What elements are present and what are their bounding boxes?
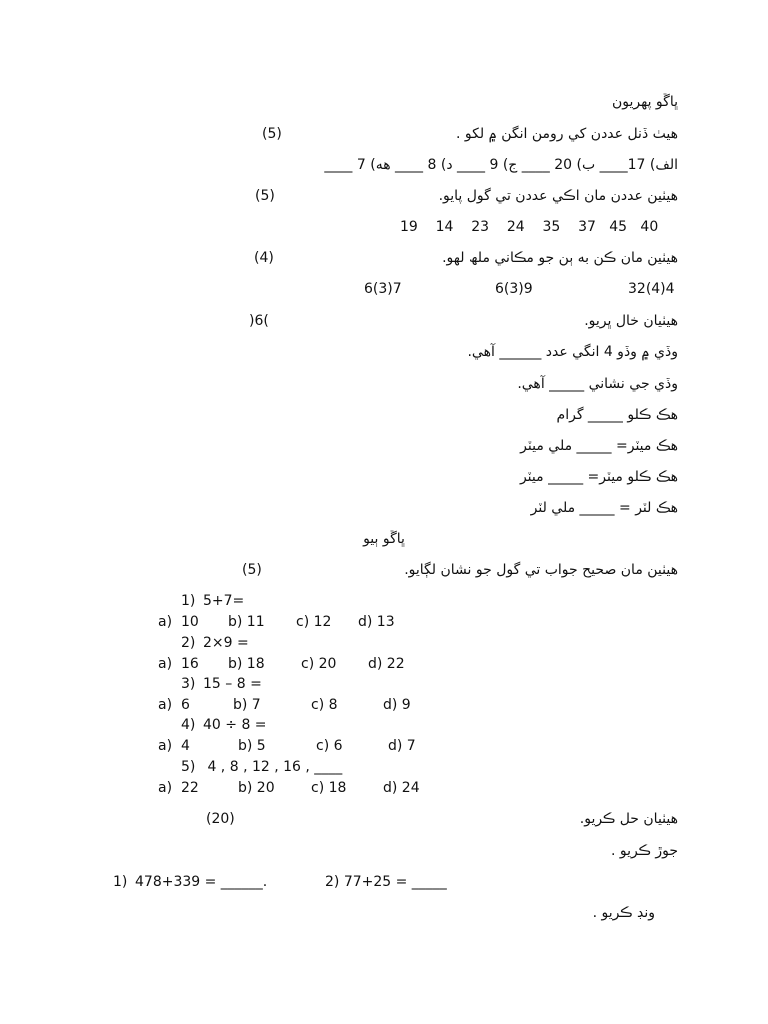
mcq-option-d: d) 9: [383, 697, 411, 713]
fill-blank-line: هڪ ميٽر= _____ ملي ميٽر: [520, 438, 678, 454]
addition-problem-1: 478+339 = ______.: [135, 874, 268, 890]
mcq-number: 3): [181, 676, 196, 692]
mcq-option-b: b) 5: [238, 738, 266, 754]
mcq-option-c: c) 6: [316, 738, 343, 754]
mcq-option-c: c) 20: [301, 656, 337, 672]
part2-heading: ڀاڱو ٻيو: [363, 531, 405, 547]
mcq-marks: (5): [242, 562, 262, 578]
mcq-question: 2×9 =: [203, 635, 249, 651]
mcq-option-a-label: a): [158, 738, 173, 754]
place-value-item-1: 6(3)7: [364, 281, 402, 297]
mcq-option-b: b) 18: [228, 656, 265, 672]
mcq-option-c: c) 12: [296, 614, 332, 630]
question-2-marks: (5): [255, 188, 275, 204]
question-3-text: هيٺين مان ڪن به ٻن جو مڪاني ملھ لھو.: [442, 250, 678, 266]
mcq-option-a-label: a): [158, 697, 173, 713]
mcq-option-a-value: 10: [181, 614, 199, 630]
mcq-question: 5+7=: [203, 593, 245, 609]
mcq-instruction: هيٺين مان صحيح جواب تي گول جو نشان لڳايو.: [404, 562, 678, 578]
mcq-number: 1): [181, 593, 196, 609]
subtraction-title: ونڊ ڪريو .: [592, 905, 655, 921]
part1-heading: ڀاڱو پهريون: [612, 94, 678, 110]
fill-blank-line: وڏي ۾ وڏو 4 انگي عدد ______ آهي.: [467, 344, 678, 360]
mcq-option-a-label: a): [158, 656, 173, 672]
mcq-option-a-label: a): [158, 614, 173, 630]
fill-blank-line: وڏي جي نشاني _____ آهي.: [517, 376, 678, 392]
mcq-question: 4 , 8 , 12 , 16 , ____: [203, 759, 343, 775]
mcq-option-c: c) 18: [311, 780, 347, 796]
question-2-text: هيٺين عددن مان اڪي عددن تي گول پايو.: [438, 188, 678, 204]
mcq-option-c: c) 8: [311, 697, 338, 713]
question-4-marks: )6(: [249, 313, 269, 329]
mcq-option-a-label: a): [158, 780, 173, 796]
question-solve-marks: (20): [206, 811, 235, 827]
addition-title: جوڙ ڪريو .: [610, 843, 678, 859]
mcq-number: 5): [181, 759, 196, 775]
mcq-option-d: d) 13: [358, 614, 395, 630]
number-list: 19 14 23 24 35 37 45 40: [400, 219, 659, 235]
place-value-item-3: 32(4)4: [628, 281, 675, 297]
mcq-option-b: b) 7: [233, 697, 261, 713]
question-4-text: هيٺيان خال ڀريو.: [584, 313, 678, 329]
mcq-option-d: d) 7: [388, 738, 416, 754]
mcq-option-b: b) 20: [238, 780, 275, 796]
addition-problem-2: 2) 77+25 = _____: [325, 874, 447, 890]
fill-blank-line: هڪ ڪلو _____ گرام: [556, 407, 678, 423]
mcq-option-a-value: 4: [181, 738, 190, 754]
mcq-number: 4): [181, 717, 196, 733]
place-value-item-2: 6(3)9: [495, 281, 533, 297]
fill-blank-line: هڪ لٽر = _____ ملي لٽر: [530, 500, 678, 516]
mcq-number: 2): [181, 635, 196, 651]
addition-number-1: 1): [113, 874, 128, 890]
fill-blank-line: هڪ ڪلو ميٽر= _____ ميٽر: [519, 469, 678, 485]
question-3-marks: (4): [254, 250, 274, 266]
mcq-option-b: b) 11: [228, 614, 265, 630]
mcq-option-a-value: 16: [181, 656, 199, 672]
mcq-option-d: d) 22: [368, 656, 405, 672]
roman-numeral-items: الف) 17____ ب) 20 ____ ج) 9 ____ د) 8 ____ هه) 7 ____: [324, 157, 678, 173]
mcq-question: 15 – 8 =: [203, 676, 262, 692]
question-solve-text: هيٺيان حل ڪريو.: [579, 811, 678, 827]
mcq-option-d: d) 24: [383, 780, 420, 796]
mcq-question: 40 ÷ 8 =: [203, 717, 267, 733]
mcq-option-a-value: 6: [181, 697, 190, 713]
question-1-text: هيٺ ڏنل عددن کي رومن انگن ۾ لکو .: [456, 126, 678, 142]
mcq-option-a-value: 22: [181, 780, 199, 796]
question-1-marks: (5): [262, 126, 282, 142]
